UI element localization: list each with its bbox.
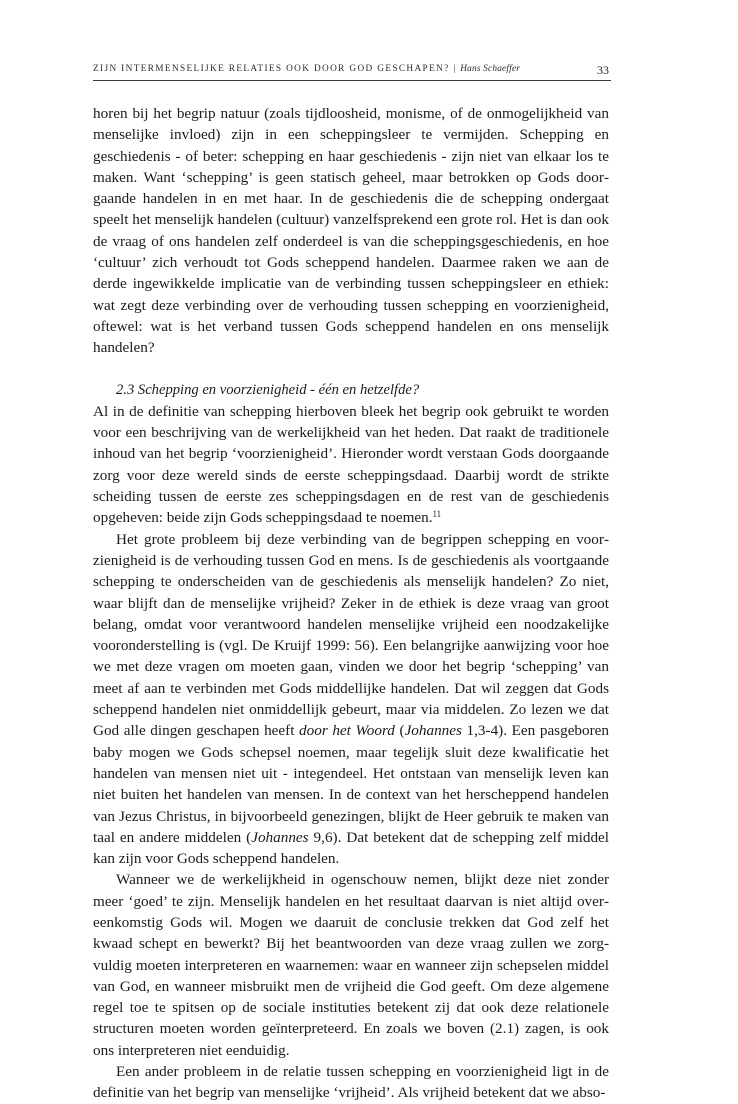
paragraph-3-text-a: Het grote probleem bij deze verbinding van de begrippen schepping en voorzienigheid is de verhouding tussen God en mens. Is de geschiedenis als voortgaande schepping te onderscheiden van de geschiedenis als menselijk handelen? Zo niet, waar blijft dan de menselijke vrijheid? Zeker in de ethiek is deze vraag van groot belang, omdat voor verantwoord handelen menselijke vrijheid een noodzakelijke vooronderstelling is (vgl. De Kruijf 1999: 56). Een belangrijke aanwijzing voor hoe we met deze vragen om moeten gaan, vinden we door het begrip ‘schepping’ van meet af aan te verbinden met Gods middellijke handelen. Dat wil zeggen dat Gods scheppend handelen niet onmiddellijk gebeurt, maar via middelen. Zo lezen we dat God alle dingen geschapen heeft (93, 530, 609, 740)
paragraph-1: horen bij het begrip natuur (zoals tijdloosheid, monisme, of de onmogelijkheid van menselijke invloed) zijn in een scheppingsleer te vermijden. Schepping en geschiedenis - of beter: schepping en haar geschiedenis - zijn niet van elkaar los te maken. Want ‘schepping’ is geen statisch geheel, maar betrokken op Gods doorgaande handelen in en met haar. In de geschiedenis die de schepping ondergaat speelt het menselijk handelen (cultuur) vanzelfsprekend een grote rol. Het is dan ook de vraag of ons handelen zelf onderdeel is van die scheppingsgeschiedenis, en hoe ‘cultuur’ zich verhoudt tot Gods scheppend handelen. Daarmee raken we aan de derde ingewikkelde implicatie van de verbinding tussen scheppingsleer en ethiek: wat zegt deze verbinding over de verhouding tussen schepping en voorzienigheid, oftewel: wat is het verband tussen Gods scheppend handelen en ons menselijk handelen? (93, 105, 609, 357)
header-author: Hans Schaeffer (460, 64, 521, 74)
paragraph-5: Een ander probleem in de relatie tussen schepping en voorzienigheid ligt in de definitie van het begrip van menselijke ‘vrijheid’. Als vrijheid betekent dat we abso- (93, 1063, 609, 1102)
paragraph-3-text-d: 9,6). Dat betekent dat de schepping zelf middel kan zijn voor Gods scheppend handelen. (93, 828, 610, 868)
running-header (93, 64, 611, 81)
paragraph-3 (93, 529, 609, 870)
paragraph-2 (93, 401, 609, 529)
paragraph-3-text-c: 1,3-4). Een pasgeboren baby mogen we Gods schepsel noemen, maar tegelijk sluit deze kwalificatie het handelen van mensen niet uit - integendeel. Het ontstaan van menselijk leven kan niet buiten het handelen van mensen. In de context van het herscheppend handelen van Jezus Christus, in bijvoorbeeld genezingen, blijkt de Heer gebruik te maken van taal en andere middelen ( (93, 722, 610, 846)
paragraph-3-text-b: ( (394, 722, 405, 740)
paragraph-3-emphasis-2: Johannes (404, 722, 462, 740)
header-separator: | (453, 64, 457, 74)
paragraph-2-text: Al in de definitie van schepping hierboven bleek het begrip ook gebruikt te worden voor een beschrijving van de werkelijkheid van het heden. Dat raakt de traditionele inhoud van het begrip ‘voorzienigheid’. Hieronder wordt verstaan Gods doorgaande zorg voor deze wereld sinds de eerste scheppingsdaad. Daarbij wordt de strikte scheiding tussen de eerste zes scheppingsdagen en de rest van de geschiedenis opgeheven: beide zijn Gods scheppingsdaad te noemen. (93, 402, 609, 527)
paragraph-3-emphasis-1: door het Woord (299, 722, 395, 740)
footnote-marker: 11 (432, 509, 442, 520)
paragraph-4: Wanneer we de werkelijkheid in ogenschouw nemen, blijkt deze niet zonder meer ‘goed’ te zijn. Menselijk handelen en het resultaat daarvan is niet altijd overeenkomstig Gods wil. Mogen we daaruit de conclusie trekken dat God zelf het kwaad schept en bewerkt? Bij het beantwoorden van deze vraag zullen we zorgvuldig moeten interpreteren en waarnemen: waar en wanneer zijn schepselen middel van God, en wanneer misbruikt men de vrijheid die God geeft. Om deze algemene regel toe te spitsen op de sociale instituties betekent zij dat ook deze relationele structuren moeten worden geïnterpreteerd. En zoals we boven (2.1) zagen, is ook ons interpreteren niet eenduidig. (93, 871, 609, 1059)
running-title (93, 64, 520, 74)
running-title-text: ZIJN INTERMENSELIJKE RELATIES OOK DOOR GOD GESCHAPEN? (93, 64, 450, 74)
page-number: 33 (597, 63, 609, 77)
paragraph-3-emphasis-3: Johannes (251, 828, 309, 846)
page-body (93, 103, 609, 1104)
section-heading: 2.3 Schepping en voorzienigheid - één en hetzelfde? (116, 381, 420, 398)
